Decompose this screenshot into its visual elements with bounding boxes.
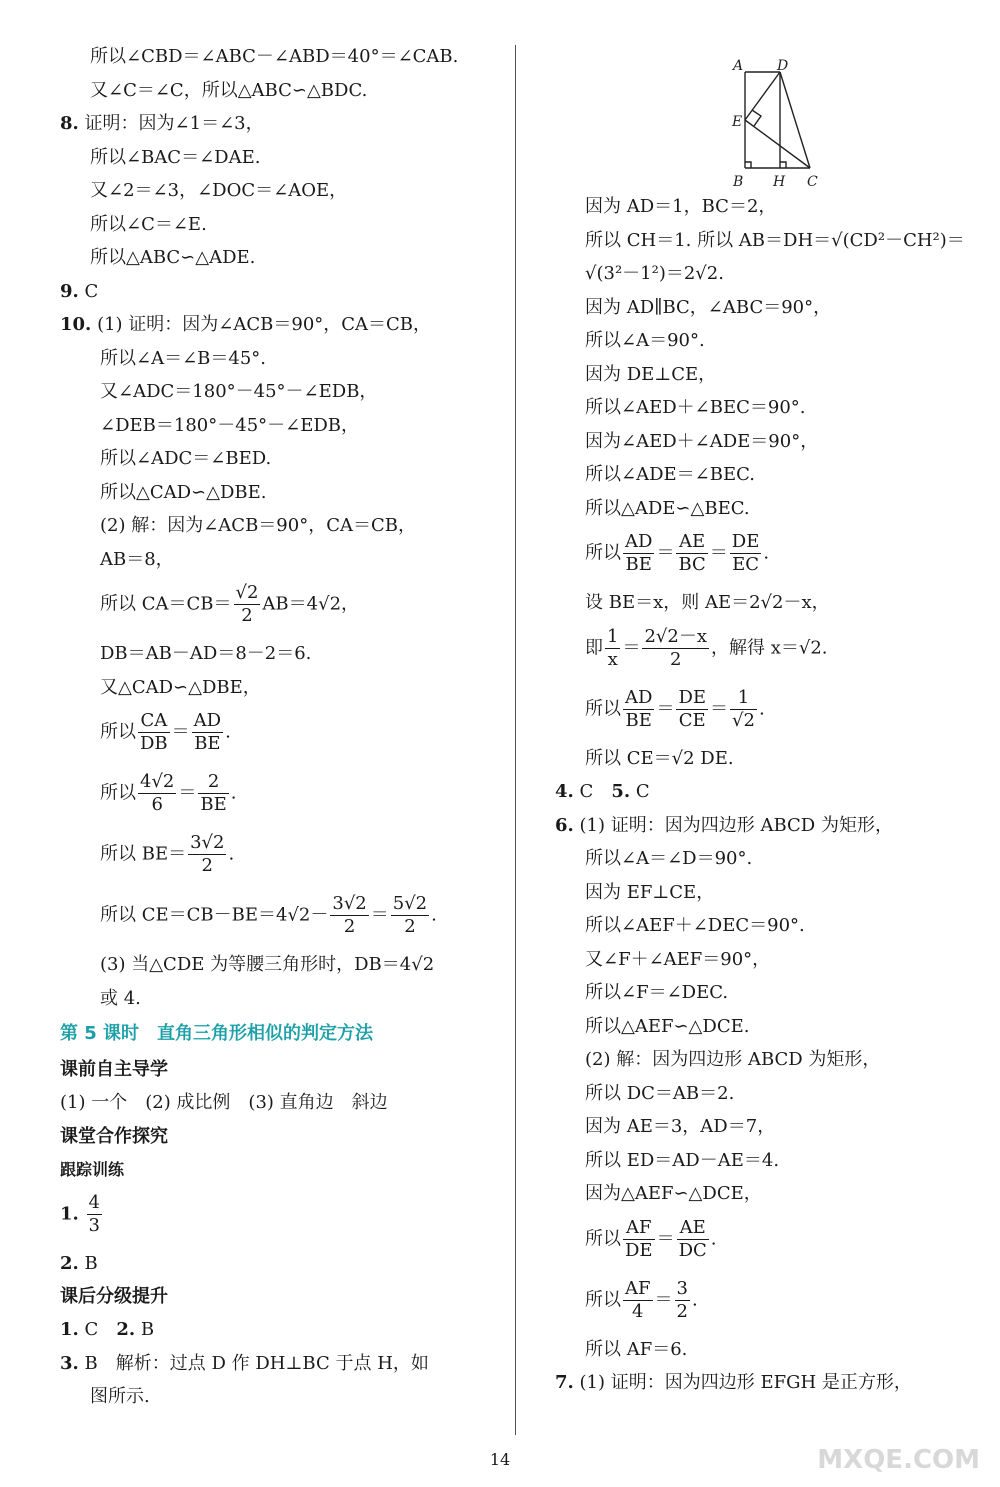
text-line: (2) 解：因为∠ACB＝90°，CA＝CB， xyxy=(100,515,416,536)
formula-text: ＝ xyxy=(654,1289,673,1310)
formula-text: ＝ xyxy=(622,637,641,658)
numerator: 4 xyxy=(88,1191,100,1213)
text-line: 证明：因为∠1＝∠3， xyxy=(84,113,264,134)
text-line: 所以∠AED＋∠BEC＝90°. xyxy=(585,397,806,418)
answer: B xyxy=(84,1252,98,1274)
fraction xyxy=(676,687,708,732)
text-line: (1) 证明：因为∠ACB＝90°，CA＝CB， xyxy=(97,314,432,335)
numerator: 2√2－x xyxy=(644,625,707,647)
column-divider xyxy=(515,45,516,1435)
text-line: 或 4. xyxy=(100,987,141,1009)
answer: C xyxy=(579,781,594,802)
denominator: BE xyxy=(194,733,221,754)
text-line: 所以△ADE∽△BEC. xyxy=(585,497,750,519)
numerator: 1 xyxy=(607,625,619,647)
denominator: 2 xyxy=(343,916,356,937)
denominator: 2 xyxy=(676,1300,688,1322)
text-line: 所以 CH＝1. 所以 AB＝DH＝√(CD²－CH²)＝ xyxy=(585,229,965,251)
text-line: 又△CAD∽△DBE， xyxy=(100,676,261,698)
text-line: √(3²－1²)＝2√2. xyxy=(585,263,724,284)
text-line: 设 BE＝x，则 AE＝2√2－x， xyxy=(585,592,830,613)
text-line: 所以 CE＝√2 DE. xyxy=(585,747,734,769)
denominator: CE xyxy=(678,709,706,731)
formula-text: ＝ xyxy=(656,698,675,719)
formula-line xyxy=(60,704,490,765)
text-line: (1) 证明：因为四边形 EFGH 是正方形， xyxy=(579,1372,912,1393)
formula-text: 所以 xyxy=(585,1289,621,1310)
numerator: 4√2 xyxy=(140,771,175,792)
numerator: DE xyxy=(678,686,707,708)
text-line: 所以 DC＝AB＝2. xyxy=(585,1082,735,1104)
text-line: 所以 AF＝6. xyxy=(585,1338,688,1360)
text-line: 所以∠F＝∠DEC. xyxy=(585,982,729,1003)
text-line: (1) 证明：因为四边形 ABCD 为矩形， xyxy=(579,814,893,836)
fraction xyxy=(642,626,709,671)
formula-line xyxy=(555,681,975,742)
fraction xyxy=(192,710,223,755)
formula-text: . xyxy=(758,698,765,719)
formula-line xyxy=(60,576,490,637)
geometry-figure xyxy=(555,40,975,190)
formula-line xyxy=(60,1186,490,1247)
text-line: 又∠ADC＝180°－45°－∠EDB， xyxy=(100,381,378,402)
text-line: 所以∠A＝90°. xyxy=(585,330,705,351)
denominator: DE xyxy=(625,1239,653,1261)
numerator: 3√2 xyxy=(332,893,367,914)
numerator: AE xyxy=(676,531,707,554)
fraction xyxy=(623,531,654,576)
formula-text: ＝ xyxy=(370,904,389,926)
fraction xyxy=(138,710,170,755)
numerator: AD xyxy=(625,686,653,708)
text-line: 所以∠ADE＝∠BEC. xyxy=(585,464,755,485)
fraction xyxy=(677,1217,709,1262)
numerator: AF xyxy=(623,1217,655,1240)
text-line: 图所示. xyxy=(90,1386,150,1407)
denominator: 2 xyxy=(201,855,213,876)
question-number: 10. xyxy=(60,314,92,335)
text-line: 因为 DE⊥CE， xyxy=(585,363,717,385)
fraction xyxy=(675,1278,690,1323)
formula-line xyxy=(555,1211,975,1272)
formula-line xyxy=(60,765,490,826)
formula-text: ＝ xyxy=(656,542,675,564)
text-line: 所以∠C＝∠E. xyxy=(90,213,207,235)
denominator: 2 xyxy=(669,648,682,670)
denominator: BC xyxy=(678,554,706,575)
question-number: 2. xyxy=(116,1319,136,1340)
formula-text: ＝ xyxy=(178,782,197,804)
formula-text: . xyxy=(691,1289,698,1310)
formula-text: . xyxy=(230,782,237,804)
page-number: 14 xyxy=(489,1450,511,1469)
fraction xyxy=(330,893,368,938)
denominator: BE xyxy=(625,709,652,731)
denominator: EC xyxy=(732,554,760,575)
section-heading: 课后分级提升 xyxy=(60,1286,168,1307)
fraction xyxy=(623,1217,655,1262)
formula-text: . xyxy=(225,721,231,743)
left-column xyxy=(60,40,490,1414)
text-line: ∠DEB＝180°－45°－∠EDB， xyxy=(100,414,360,436)
text-line: AB＝8， xyxy=(100,548,174,570)
watermark: MXQE.COM xyxy=(817,1445,980,1475)
question-number: 1. xyxy=(60,1319,79,1340)
formula-text: 所以 xyxy=(585,698,621,719)
fraction xyxy=(676,531,707,576)
formula-text: 即 xyxy=(585,637,603,658)
answer: B xyxy=(140,1319,155,1340)
formula-text: 所以 BE＝ xyxy=(100,843,187,865)
denominator: 2 xyxy=(404,916,416,937)
text-line: 所以△CAD∽△DBE. xyxy=(100,481,267,503)
question-number: 9. xyxy=(60,280,79,302)
text-line: B 解析：过点 D 作 DH⊥BC 于点 H，如 xyxy=(84,1352,429,1374)
fraction xyxy=(87,1192,102,1237)
denominator: BE xyxy=(625,554,652,575)
text-line: 因为 EF⊥CE， xyxy=(585,881,715,903)
denominator: x xyxy=(607,648,618,670)
formula-text: ，解得 x＝√2. xyxy=(710,637,828,658)
text-line: 因为 AD＝1，BC＝2， xyxy=(585,196,777,217)
numerator: 1 xyxy=(730,687,757,710)
formula-text: 所以 CE＝CB－BE＝4√2－ xyxy=(100,904,329,926)
fraction xyxy=(188,832,226,877)
label-D: D xyxy=(777,58,789,74)
formula-text: 所以 xyxy=(100,782,136,804)
denominator: 2 xyxy=(241,605,253,626)
fraction xyxy=(730,687,757,732)
label-C: C xyxy=(807,174,818,190)
text-line: 所以△AEF∽△DCE. xyxy=(585,1015,750,1037)
text-line: 所以∠A＝∠D＝90°. xyxy=(585,848,753,869)
label-B: B xyxy=(733,174,744,190)
answer: C xyxy=(84,280,99,302)
formula-line xyxy=(60,826,490,887)
formula-text: ＝ xyxy=(656,1228,675,1249)
text-line: (3) 当△CDE 为等腰三角形时，DB＝4√2 xyxy=(100,954,435,975)
text-line: 因为△AEF∽△DCE， xyxy=(585,1183,762,1204)
fraction xyxy=(391,893,429,938)
denominator: 4 xyxy=(632,1300,644,1322)
text-line: 所以∠BAC＝∠DAE. xyxy=(90,146,261,168)
fraction xyxy=(730,531,762,576)
text-line: 所以∠AEF＋∠DEC＝90°. xyxy=(585,915,805,936)
numerator: AF xyxy=(625,1277,651,1299)
text-line: (1) 一个 (2) 成比例 (3) 直角边 斜边 xyxy=(60,1092,388,1113)
formula-text: ＝ xyxy=(171,721,190,743)
lesson-title: 第 5 课时 直角三角形相似的判定方法 xyxy=(60,1023,374,1044)
question-number: 6. xyxy=(555,814,574,836)
right-column xyxy=(555,40,975,1400)
sub-heading: 跟踪训练 xyxy=(60,1159,125,1179)
question-number: 7. xyxy=(555,1372,574,1393)
formula-text: . xyxy=(431,904,437,926)
text-line: (2) 解：因为四边形 ABCD 为矩形， xyxy=(585,1049,881,1070)
denominator: 3 xyxy=(88,1214,100,1236)
numerator: 3 xyxy=(676,1277,688,1299)
numerator: 3√2 xyxy=(190,832,225,853)
denominator: DB xyxy=(140,733,168,754)
numerator: CA xyxy=(138,710,170,733)
question-number: 1. xyxy=(60,1203,79,1224)
answer: C xyxy=(635,781,650,802)
formula-text: ＝ xyxy=(710,698,729,719)
formula-text: 所以 xyxy=(585,1228,621,1249)
denominator: 6 xyxy=(151,794,163,815)
text-line: 所以∠A＝∠B＝45°. xyxy=(100,347,267,369)
text-line: DB＝AB－AD＝8－2＝6. xyxy=(100,643,312,664)
text-line: 又∠C＝∠C，所以△ABC∽△BDC. xyxy=(90,79,368,101)
numerator: √2 xyxy=(235,582,259,603)
text-line: 所以△ABC∽△ADE. xyxy=(90,247,256,268)
question-number: 3. xyxy=(60,1352,79,1374)
text-line: 又∠2＝∠3，∠DOC＝∠AOE， xyxy=(90,180,348,201)
numerator: 2 xyxy=(198,771,228,794)
formula-text: AB＝4√2， xyxy=(262,593,360,615)
text-line: 因为∠AED＋∠ADE＝90°， xyxy=(585,430,819,452)
text-line: 所以∠CBD＝∠ABC－∠ABD＝40°＝∠CAB. xyxy=(90,46,459,67)
formula-text: 所以 xyxy=(100,721,136,743)
formula-text: . xyxy=(710,1228,717,1249)
formula-line xyxy=(555,620,975,681)
formula-line xyxy=(555,525,975,586)
formula-text: 所以 xyxy=(585,542,621,564)
fraction xyxy=(138,771,176,816)
denominator: BE xyxy=(200,794,227,815)
numerator: AD xyxy=(193,710,222,731)
text-line: 所以∠ADC＝∠BED. xyxy=(100,448,272,469)
numerator: 5√2 xyxy=(392,893,428,914)
formula-text: 所以 CA＝CB＝ xyxy=(100,593,232,615)
fraction xyxy=(605,626,620,671)
formula-text: . xyxy=(763,542,770,564)
fraction xyxy=(198,771,228,816)
numerator: AD xyxy=(625,531,653,552)
formula-text: ＝ xyxy=(709,542,728,564)
question-number: 2. xyxy=(60,1252,79,1274)
formula-line xyxy=(555,1272,975,1333)
label-A: A xyxy=(733,58,744,74)
numerator: AE xyxy=(677,1217,709,1240)
denominator: DC xyxy=(678,1239,707,1261)
text-line: 所以 ED＝AD－AE＝4. xyxy=(585,1149,780,1171)
label-E: E xyxy=(732,114,743,130)
answer: C xyxy=(84,1319,99,1340)
section-heading: 课前自主导学 xyxy=(60,1059,168,1080)
denominator: √2 xyxy=(732,709,755,731)
question-number: 4. xyxy=(555,781,574,802)
text-line: 因为 AE＝3，AD＝7， xyxy=(585,1116,776,1137)
trapezoid-diagram xyxy=(555,40,975,190)
section-heading: 课堂合作探究 xyxy=(60,1125,168,1147)
text-line: 因为 AD∥BC，∠ABC＝90°， xyxy=(585,296,832,318)
numerator: DE xyxy=(731,531,760,552)
question-number: 5. xyxy=(611,781,631,802)
question-number: 8. xyxy=(60,113,79,134)
formula-line xyxy=(60,887,490,948)
fraction xyxy=(623,1278,653,1323)
formula-text: . xyxy=(228,843,235,865)
label-H: H xyxy=(773,174,786,190)
fraction xyxy=(623,687,654,732)
fraction xyxy=(234,582,261,627)
text-line: 又∠F＋∠AEF＝90°， xyxy=(585,948,771,970)
